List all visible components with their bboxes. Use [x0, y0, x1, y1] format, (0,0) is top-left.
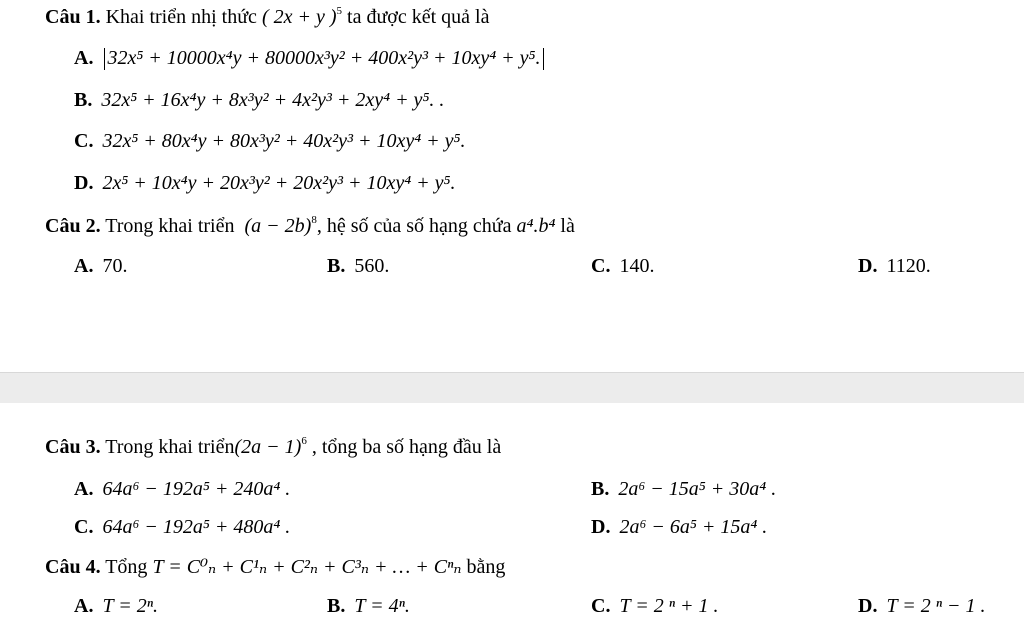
question-2-term: a⁴.b⁴ [516, 215, 556, 237]
question-3-option-c[interactable] [74, 514, 290, 540]
option-a-label: A. [74, 255, 94, 277]
text-cursor [104, 48, 105, 70]
question-2-label: Câu 2. [45, 215, 101, 237]
option-b-text: T = 4ⁿ. [354, 595, 410, 617]
question-4-expression: T = C⁰ₙ + C¹ₙ + C²ₙ + C³ₙ + … + Cⁿₙ [152, 556, 462, 578]
document-page-2 [0, 403, 1024, 628]
question-3-option-a[interactable] [74, 476, 290, 502]
question-4-option-d[interactable] [858, 593, 986, 619]
option-b-label: B. [74, 89, 93, 111]
question-2-option-a[interactable] [74, 253, 127, 279]
question-3-label: Câu 3. [45, 436, 101, 458]
option-a-text: T = 2ⁿ. [102, 595, 159, 617]
question-1-option-b[interactable] [74, 87, 444, 113]
option-a-text: 32x⁵ + 10000x⁴y + 80000x³y² + 400x²y³ + 10xy⁴ + y⁵. [107, 47, 541, 69]
option-c-text: 140. [619, 255, 655, 277]
option-b-text: 2a⁶ − 15a⁵ + 30a⁴ . [618, 478, 777, 500]
question-2-option-c[interactable] [591, 253, 654, 279]
option-d-text: 2x⁵ + 10x⁴y + 20x³y² + 20x²y³ + 10xy⁴ + y⁵. [102, 172, 456, 194]
option-c-text: 64a⁶ − 192a⁵ + 480a⁴ . [102, 516, 291, 538]
question-3-option-d[interactable] [591, 514, 767, 540]
question-3-text: Trong khai triển [105, 436, 235, 458]
question-2-text-mid: , hệ số của số hạng chứa [316, 215, 512, 237]
question-2-option-b[interactable] [327, 253, 389, 279]
question-1-option-a[interactable] [74, 45, 546, 71]
question-1-option-d[interactable] [74, 170, 456, 196]
question-1-label: Câu 1. [45, 6, 101, 28]
question-1-option-c[interactable] [74, 128, 466, 154]
question-2-text-after: là [560, 215, 575, 237]
option-d-label: D. [858, 595, 878, 617]
question-3-option-b[interactable] [591, 476, 776, 502]
text-cursor [543, 48, 544, 70]
question-2-expression: $(a - 2b)^8$ [244, 214, 317, 237]
option-b-label: B. [591, 478, 610, 500]
option-d-label: D. [591, 516, 611, 538]
option-a-label: A. [74, 595, 94, 617]
option-c-label: C. [591, 595, 611, 617]
option-c-text: 32x⁵ + 80x⁴y + 80x³y² + 40x²y³ + 10xy⁴ + y⁵. [102, 130, 466, 152]
option-d-text: 1120. [886, 255, 931, 277]
question-4-stem [45, 554, 505, 580]
question-1-text: Khai triển nhị thức [105, 6, 257, 28]
question-1-text-after: ta được kết quả là [347, 6, 490, 28]
question-2-option-d[interactable] [858, 253, 931, 279]
question-3-stem [45, 434, 501, 460]
option-b-text: 32x⁵ + 16x⁴y + 8x³y² + 4x²y³ + 2xy⁴ + y⁵. . [101, 89, 445, 111]
question-4-text-after: bằng [466, 556, 506, 578]
question-4-text: Tổng [105, 556, 148, 578]
question-4-label: Câu 4. [45, 556, 101, 578]
option-d-text: T = 2 ⁿ − 1 . [886, 595, 986, 617]
question-2-text: Trong khai triển [105, 215, 235, 237]
question-3-expression: $(2a - 1)^6$ [234, 435, 307, 458]
option-c-text: T = 2 ⁿ + 1 . [619, 595, 719, 617]
option-a-label: A. [74, 47, 94, 69]
option-d-label: D. [858, 255, 878, 277]
option-b-label: B. [327, 255, 346, 277]
question-1-stem [45, 4, 490, 30]
option-c-label: C. [591, 255, 611, 277]
question-1-expression: ( 2x + y )$^5$ [261, 5, 343, 28]
option-c-label: C. [74, 130, 94, 152]
question-4-option-a[interactable] [74, 593, 158, 619]
option-a-text: 64a⁶ − 192a⁵ + 240a⁴ . [102, 478, 291, 500]
option-d-label: D. [74, 172, 94, 194]
option-b-label: B. [327, 595, 346, 617]
option-b-text: 560. [354, 255, 390, 277]
page-break [0, 372, 1024, 404]
option-a-label: A. [74, 478, 94, 500]
question-4-option-b[interactable] [327, 593, 410, 619]
question-2-stem [45, 213, 575, 239]
option-d-text: 2a⁶ − 6a⁵ + 15a⁴ . [619, 516, 768, 538]
question-4-option-c[interactable] [591, 593, 719, 619]
question-3-text-after: , tổng ba số hạng đầu là [311, 436, 502, 458]
option-a-text: 70. [102, 255, 128, 277]
option-c-label: C. [74, 516, 94, 538]
